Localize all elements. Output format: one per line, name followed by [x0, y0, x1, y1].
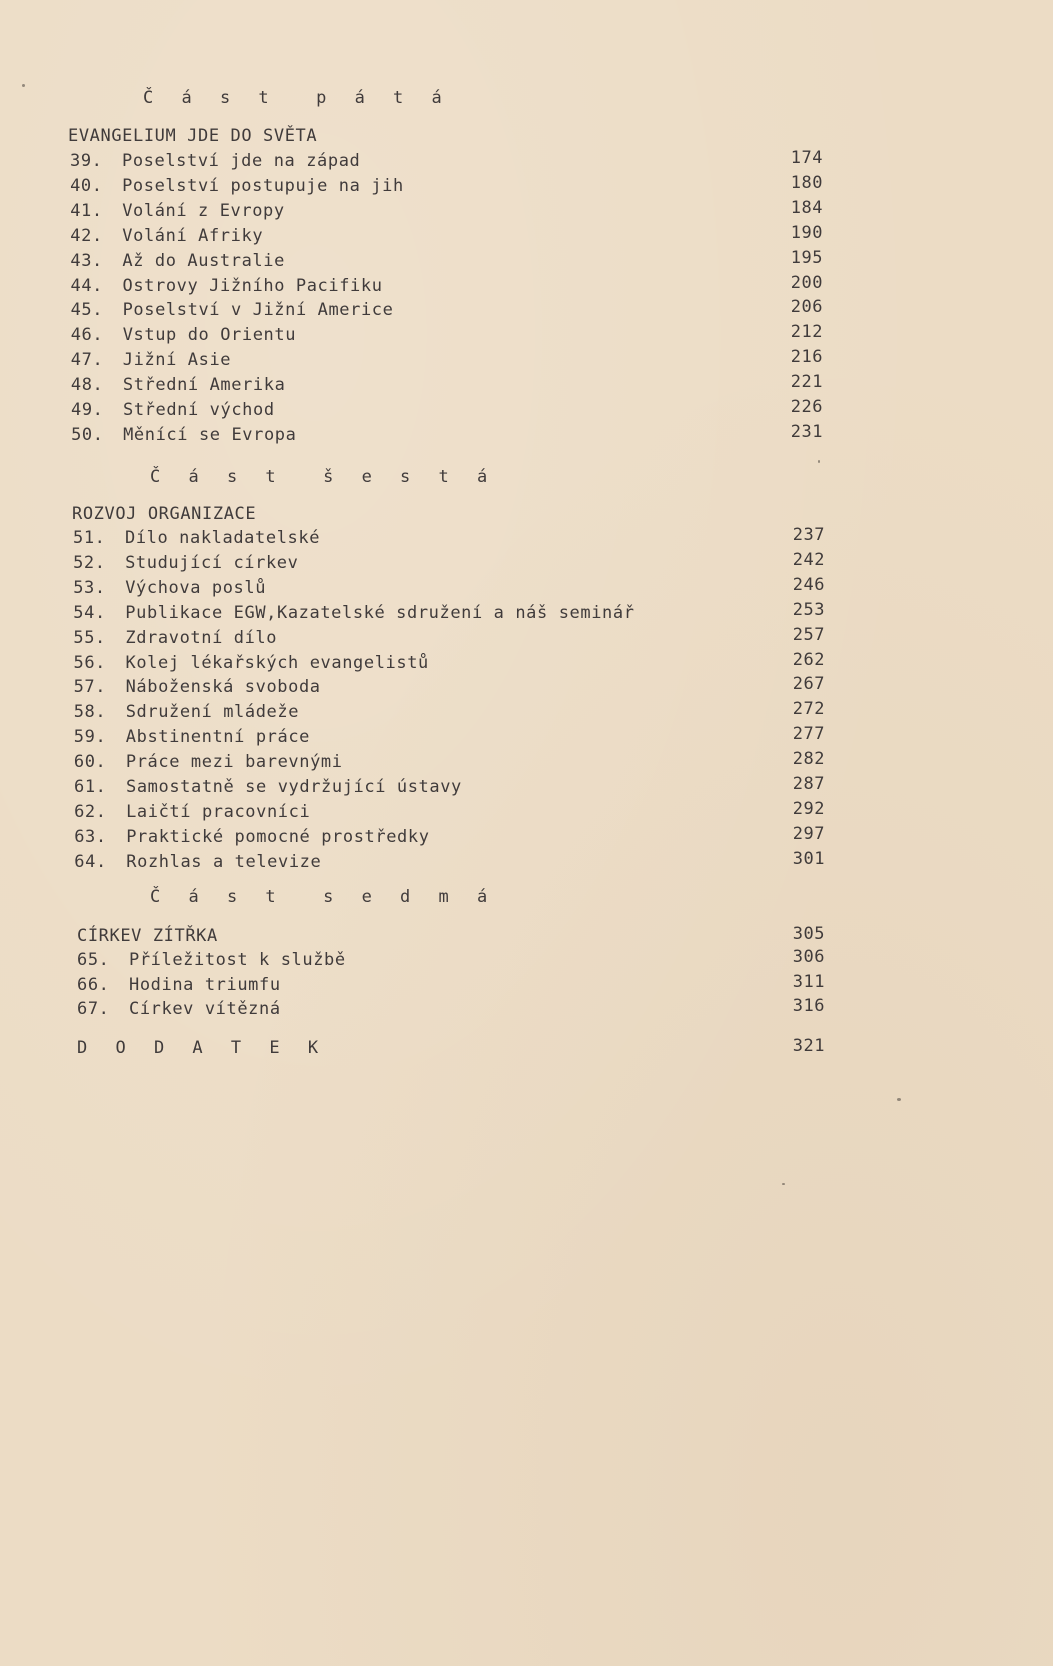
toc-page-number: 272 — [792, 699, 825, 720]
toc-row — [71, 276, 791, 296]
toc-page-number: 292 — [792, 798, 825, 819]
toc-row — [74, 777, 794, 797]
toc-label: Rozhlas a televize — [126, 851, 322, 872]
toc-label: Samostatně se vydržující ústavy — [126, 777, 462, 797]
toc-row — [74, 653, 794, 673]
toc-page-number: 282 — [792, 749, 825, 770]
appendix-label: D O D A T E K — [77, 1038, 328, 1058]
toc-number: 67. — [77, 999, 110, 1019]
toc-number: 48. — [70, 375, 104, 396]
toc-number: 39. — [70, 151, 103, 171]
part6-heading: Č á s t š e s t á — [150, 467, 497, 487]
toc-label: Výchova poslů — [125, 577, 267, 598]
toc-page-number: 306 — [792, 947, 825, 967]
toc-row — [70, 226, 790, 246]
toc-row — [73, 628, 793, 648]
toc-row — [73, 528, 793, 548]
toc-number: 41. — [70, 200, 103, 221]
toc-label: Střední Amerika — [122, 375, 286, 396]
toc-number: 42. — [70, 225, 103, 246]
part7-title-page: 305 — [792, 924, 825, 944]
toc-number: 52. — [73, 552, 106, 573]
toc-label: Vstup do Orientu — [122, 325, 297, 346]
toc-number: 43. — [70, 250, 103, 271]
toc-row — [77, 975, 797, 995]
toc-row — [73, 553, 793, 573]
toc-row — [71, 300, 791, 320]
toc-row — [74, 852, 794, 872]
toc-number: 53. — [73, 577, 106, 598]
toc-label: Střední východ — [123, 400, 275, 420]
toc-label: Volání Afriky — [122, 225, 264, 246]
toc-row — [71, 350, 791, 370]
toc-number: 63. — [74, 826, 107, 847]
toc-row — [74, 752, 794, 772]
toc-label: Publikace EGW,Kazatelské sdružení a náš seminář — [125, 602, 635, 623]
toc-page-number: 311 — [792, 971, 825, 992]
appendix-page: 321 — [792, 1036, 825, 1056]
toc-row — [71, 425, 791, 445]
toc-row — [74, 802, 794, 822]
toc-page-number: 242 — [792, 549, 825, 570]
toc-row — [73, 603, 793, 623]
toc-number: 56. — [73, 652, 107, 673]
toc-page-number: 190 — [790, 222, 823, 243]
toc-page-number: 267 — [792, 674, 825, 695]
toc-row — [77, 999, 797, 1019]
toc-page-number: 262 — [792, 649, 825, 670]
toc-number: 50. — [71, 424, 104, 445]
toc-page-number: 301 — [792, 848, 825, 869]
toc-page-number: 246 — [792, 574, 825, 595]
toc-row — [74, 677, 794, 697]
toc-row — [71, 375, 791, 395]
toc-label: Praktické pomocné prostředky — [126, 826, 430, 847]
toc-page-number: 206 — [790, 297, 823, 318]
toc-number: 60. — [73, 752, 107, 773]
toc-row — [70, 201, 790, 221]
toc-number: 65. — [77, 950, 110, 970]
paper-speck — [782, 1183, 785, 1185]
paper-speck — [22, 84, 25, 87]
toc-row — [77, 950, 797, 970]
toc-label: Zdravotní dílo — [125, 627, 278, 648]
toc-number: 59. — [73, 727, 107, 748]
toc-number: 64. — [74, 851, 107, 872]
toc-row — [70, 176, 790, 196]
toc-label: Abstinentní práce — [125, 727, 310, 748]
toc-page-number: 297 — [792, 823, 825, 844]
toc-page-number: 231 — [790, 421, 823, 442]
toc-number: 55. — [73, 627, 106, 648]
toc-label: Poselství v Jižní Americe — [122, 300, 394, 321]
toc-number: 49. — [71, 400, 104, 420]
toc-label: Poselství jde na západ — [122, 151, 361, 171]
part7-title: CÍRKEV ZÍTŘKA — [77, 926, 218, 946]
toc-number: 58. — [73, 702, 107, 723]
toc-label: Studující církev — [125, 552, 299, 573]
toc-label: Příležitost k službě — [129, 950, 346, 970]
toc-number: 44. — [70, 275, 104, 296]
toc-page-number: 184 — [790, 197, 823, 218]
toc-page-number: 180 — [790, 172, 823, 193]
toc-page-number: 287 — [792, 774, 825, 794]
toc-page-number: 253 — [792, 599, 825, 620]
toc-label: Poselství postupuje na jih — [122, 175, 404, 196]
toc-label: Až do Australie — [122, 250, 285, 271]
part6-title: ROZVOJ ORGANIZACE — [72, 504, 257, 524]
toc-page-number: 257 — [792, 624, 825, 645]
toc-label: Ostrovy Jižního Pacifiku — [122, 275, 383, 296]
toc-number: 45. — [70, 300, 104, 321]
toc-label: Měnící se Evropa — [123, 424, 297, 445]
toc-number: 54. — [73, 602, 106, 623]
toc-row — [71, 400, 791, 420]
paper-speck — [897, 1098, 901, 1101]
toc-row — [71, 325, 791, 345]
toc-page-number: 277 — [792, 724, 825, 745]
toc-row — [74, 702, 794, 722]
part7-heading: Č á s t s e d m á — [150, 887, 497, 907]
toc-label: Volání z Evropy — [122, 200, 285, 221]
toc-page-number: 200 — [790, 272, 823, 293]
toc-number: 51. — [73, 528, 106, 548]
toc-label: Náboženská svoboda — [125, 677, 321, 698]
toc-row — [74, 727, 794, 747]
toc-number: 40. — [70, 175, 103, 196]
toc-page-number: 226 — [790, 397, 823, 417]
toc-page-number: 195 — [790, 247, 823, 268]
part5-title: EVANGELIUM JDE DO SVĚTA — [68, 126, 318, 146]
toc-page-number: 216 — [790, 347, 823, 368]
part5-heading: Č á s t p á t á — [143, 88, 451, 108]
toc-label: Jižní Asie — [122, 350, 232, 371]
toc-number: 61. — [74, 777, 107, 797]
toc-number: 62. — [74, 801, 107, 822]
toc-number: 66. — [77, 974, 110, 995]
toc-row — [74, 827, 794, 847]
toc-label: Laičtí pracovníci — [126, 801, 311, 822]
toc-label: Dílo nakladatelské — [125, 528, 321, 548]
toc-row — [70, 151, 790, 171]
paper-speck — [818, 460, 820, 463]
toc-page-number: 174 — [790, 148, 823, 168]
toc-page-number: 212 — [790, 322, 823, 343]
toc-page-number: 237 — [792, 525, 825, 545]
toc-page-number: 316 — [792, 996, 825, 1016]
toc-row — [70, 251, 790, 271]
toc-number: 57. — [73, 677, 107, 698]
toc-page-number: 221 — [790, 372, 823, 393]
toc-number: 46. — [70, 325, 104, 346]
toc-label: Práce mezi barevnými — [125, 752, 343, 773]
toc-label: Kolej lékařských evangelistů — [125, 652, 429, 673]
toc-number: 47. — [70, 350, 104, 371]
toc-label: Hodina triumfu — [129, 974, 281, 995]
toc-label: Církev vítězná — [129, 999, 281, 1019]
toc-label: Sdružení mládeže — [125, 702, 300, 723]
toc-row — [73, 578, 793, 598]
